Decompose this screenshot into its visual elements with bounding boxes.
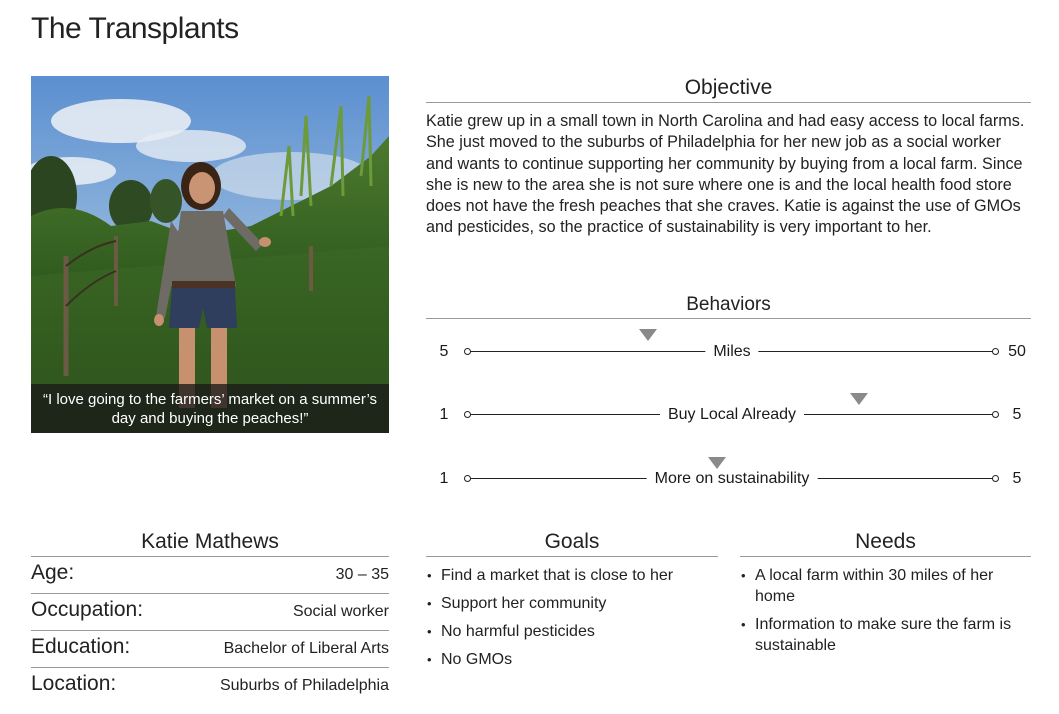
profile-key: Age: — [31, 561, 75, 584]
slider-min: 1 — [439, 406, 449, 423]
objective-text: Katie grew up in a small town in North Carolina and had easy access to local farms. She just moved to the suburbs of Philadelphia for her new job as a social worker and wants to continue supporting her community by buying from a local farm. Since she is new to the area she is not sure where one is and the local health food store does not have the fresh peaches that she craves. Katie is against the use of GMOs and pesticides, so the practice of sustainability is very important to her. — [426, 112, 1025, 237]
slider-marker-buy-local — [850, 393, 868, 405]
slider-end-cap — [992, 348, 999, 355]
photo-caption: “I love going to the farmers’ market on a summer’s day and buying the peaches!” — [31, 384, 389, 433]
row-divider — [31, 667, 389, 668]
profile-key: Occupation: — [31, 598, 144, 621]
persona-photo-image — [31, 76, 389, 433]
goals-heading: Goals — [544, 530, 600, 553]
profile-key: Location: — [31, 672, 117, 695]
profile-value: Bachelor of Liberal Arts — [223, 640, 389, 657]
slider-max: 50 — [1008, 343, 1026, 360]
profile-divider — [31, 556, 389, 557]
objective-heading: Objective — [684, 76, 773, 99]
slider-marker-sustainability — [708, 457, 726, 469]
page-title: The Transplants — [31, 12, 239, 45]
slider-min: 1 — [439, 470, 449, 487]
list-item: • Information to make sure the farm is sustainable — [741, 614, 1031, 656]
profile-row-education — [31, 632, 389, 668]
slider-end-cap — [992, 411, 999, 418]
list-item: • No harmful pesticides — [427, 621, 717, 642]
behaviors-heading: Behaviors — [686, 294, 771, 315]
slider-label: Buy Local Already — [660, 405, 804, 425]
persona-photo — [31, 76, 389, 433]
objective-divider — [426, 102, 1031, 103]
row-divider — [31, 593, 389, 594]
slider-start-cap — [464, 411, 471, 418]
row-divider — [31, 630, 389, 631]
goals-list — [427, 565, 717, 677]
slider-max: 5 — [1012, 406, 1022, 423]
slider-label: More on sustainability — [647, 469, 818, 489]
needs-heading: Needs — [855, 530, 916, 553]
slider-marker-miles — [639, 329, 657, 341]
slider-max: 5 — [1012, 470, 1022, 487]
profile-row-location — [31, 669, 389, 705]
slider-label: Miles — [705, 342, 758, 362]
behavior-slider-miles — [432, 342, 1032, 372]
profile-row-age — [31, 558, 389, 594]
slider-start-cap — [464, 475, 471, 482]
slider-min: 5 — [439, 343, 449, 360]
profile-value: 30 – 35 — [335, 566, 389, 583]
behavior-slider-sustainability — [432, 469, 1032, 499]
behaviors-divider — [426, 318, 1031, 319]
profile-row-occupation — [31, 595, 389, 631]
list-item: • Support her community — [427, 593, 717, 614]
goals-divider — [426, 556, 718, 557]
needs-divider — [740, 556, 1031, 557]
persona-name: Katie Mathews — [141, 530, 279, 553]
list-item: • Find a market that is close to her — [427, 565, 717, 586]
behavior-slider-buy-local — [432, 405, 1032, 435]
needs-list — [741, 565, 1031, 663]
list-item: • No GMOs — [427, 649, 717, 670]
slider-start-cap — [464, 348, 471, 355]
slider-end-cap — [992, 475, 999, 482]
profile-value: Social worker — [292, 603, 389, 620]
list-item: • A local farm within 30 miles of her home — [741, 565, 1031, 607]
profile-value: Suburbs of Philadelphia — [219, 677, 389, 694]
profile-key: Education: — [31, 635, 131, 658]
